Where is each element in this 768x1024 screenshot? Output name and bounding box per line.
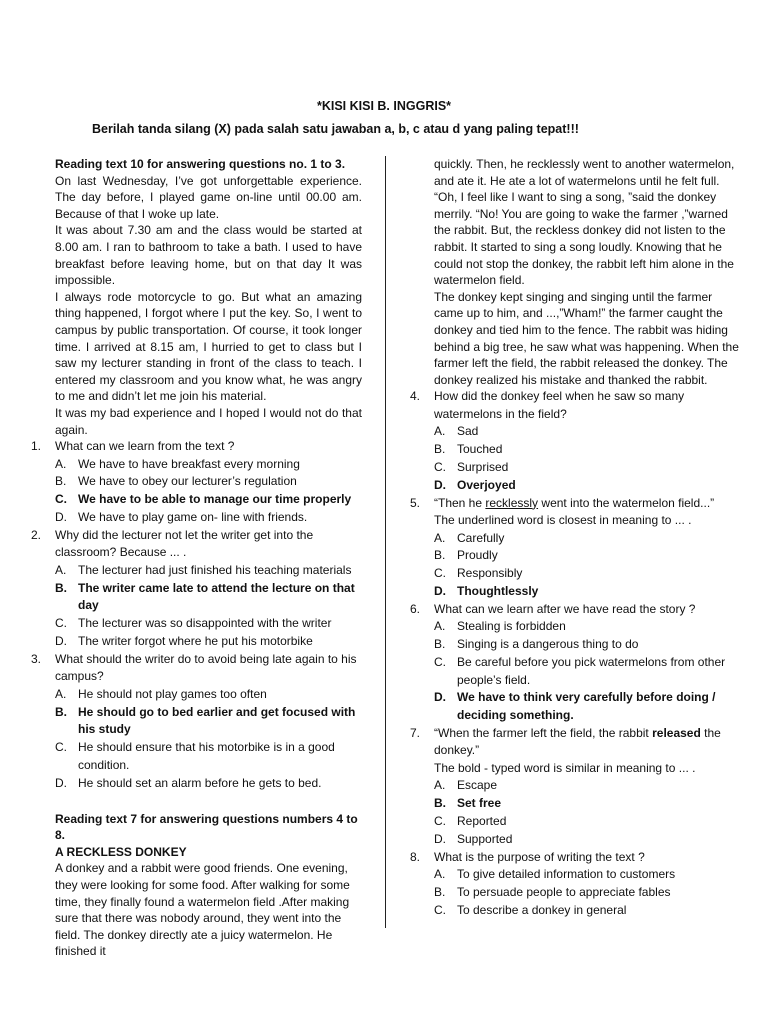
section2-heading: Reading text 7 for answering questions numbers 4 to 8.: [55, 811, 358, 843]
question-text-after: the donkey.”: [434, 725, 721, 758]
option-text: To describe a donkey in general: [457, 902, 627, 917]
option-letter: C.: [434, 902, 446, 917]
option-b[interactable]: [434, 636, 740, 654]
option-text: Escape: [457, 778, 498, 793]
option-letter: A.: [434, 778, 446, 793]
column-divider: [385, 156, 386, 928]
question-5-line2: The underlined word is closest in meaning to ... .: [434, 513, 692, 527]
option-c[interactable]: [434, 459, 740, 477]
option-a[interactable]: [434, 530, 740, 548]
option-c-answer[interactable]: [55, 491, 362, 509]
option-letter: D.: [55, 509, 67, 524]
question-2: [31, 527, 362, 562]
question-text: What can we learn from the text ?: [55, 439, 235, 454]
question-2-options: [55, 562, 362, 651]
option-text: The lecturer had just finished his teaching materials: [78, 562, 352, 577]
option-text: The writer came late to attend the lecture on that day: [78, 580, 355, 613]
option-d-answer[interactable]: [434, 583, 740, 601]
instruction-text: Berilah tanda silang (X) pada salah satu jawaban a, b, c atau d yang paling tepat!!!: [92, 122, 579, 136]
option-text: Set free: [457, 796, 502, 811]
option-text: The writer forgot where he put his motorbike: [78, 633, 313, 648]
question-5-options: [434, 530, 740, 601]
option-a[interactable]: [55, 686, 362, 704]
option-c[interactable]: [434, 813, 740, 831]
option-text: He should not play games too often: [78, 686, 267, 701]
option-d[interactable]: [55, 633, 362, 651]
option-letter: B.: [55, 704, 67, 719]
option-b[interactable]: [434, 441, 740, 459]
option-text: Thoughtlessly: [457, 583, 539, 598]
option-text: To give detailed information to customers: [457, 867, 676, 882]
option-text: Surprised: [457, 459, 509, 474]
option-a[interactable]: [434, 618, 740, 636]
option-a[interactable]: [55, 456, 362, 474]
option-letter: D.: [434, 583, 446, 598]
option-letter: C.: [434, 654, 446, 669]
option-text: We have to have breakfast every morning: [78, 456, 300, 471]
option-letter: C.: [434, 459, 446, 474]
option-text: He should set an alarm before he gets to bed.: [78, 775, 322, 790]
option-text: We have to obey our lecturer’s regulation: [78, 474, 297, 489]
text10-paragraph-2: It was about 7.30 am and the class would be started at 8.00 am. I ran to bathroom to take a bath. I used to have breakfast before leaving home, but on that day It was impossible.: [55, 223, 362, 288]
question-3-options: [55, 686, 362, 793]
question-number: 3.: [31, 651, 42, 666]
question-7-options: [434, 777, 740, 848]
option-text: Carefully: [457, 530, 505, 545]
option-letter: B.: [55, 580, 67, 595]
question-number: 1.: [31, 439, 42, 454]
question-1-options: [55, 456, 362, 527]
question-number: 6.: [410, 601, 421, 616]
option-letter: C.: [55, 492, 67, 507]
option-letter: C.: [55, 616, 67, 631]
option-b-answer[interactable]: [55, 704, 362, 740]
option-d-answer[interactable]: [434, 689, 740, 725]
text10-paragraph-1: On last Wednesday, I’ve got unforgettable experience. The day before, I played game on-line until 00.00 am. Because of that I woke up late.: [55, 173, 362, 221]
option-d-answer[interactable]: [434, 477, 740, 495]
option-text: He should ensure that his motorbike is in a good condition.: [78, 740, 335, 772]
question-3: [31, 651, 362, 686]
text10-paragraph-3: I always rode motorcycle to go. But what an amazing thing happened, I forgot where I put the key. So, I went to campus by public transportation. Of course, it took longer time. I arrived at 8.15 am, I hurried to get to class but I saw my lecturer standing in front of the class to teach. I entered my classroom and you know what, he was angry to me and didn’t let me join his material.: [55, 289, 362, 404]
option-b-answer[interactable]: [55, 580, 362, 616]
option-b[interactable]: [55, 473, 362, 491]
left-column: [31, 156, 362, 960]
question-text-before: “Then he: [434, 495, 486, 510]
option-letter: B.: [434, 884, 446, 899]
option-a[interactable]: [55, 562, 362, 580]
option-c[interactable]: [55, 615, 362, 633]
option-letter: A.: [55, 456, 67, 471]
option-text: He should go to bed earlier and get focused with his study: [78, 704, 356, 737]
option-text: Touched: [457, 442, 503, 457]
option-text: The lecturer was so disappointed with the writer: [78, 616, 332, 631]
option-letter: A.: [434, 619, 446, 634]
option-a[interactable]: [434, 423, 740, 441]
option-b-answer[interactable]: [434, 795, 740, 813]
option-text: Responsibly: [457, 566, 523, 581]
option-letter: D.: [434, 831, 446, 846]
option-c[interactable]: [434, 565, 740, 583]
story-paragraph-right-3: The donkey kept singing and singing until the farmer came up to him, and ...,”Wham!” the farmer caught the donkey and tied him to the fence. The rabbit was hiding behind a big tree, he saw what was happening. When the farmer left the field, the rabbit released the donkey. The donkey realized his mistake and thanked the rabbit.: [434, 289, 739, 387]
question-text: What is the purpose of writing the text ?: [434, 849, 645, 864]
option-letter: B.: [434, 548, 446, 563]
option-text: Proudly: [457, 548, 498, 563]
option-d[interactable]: [55, 509, 362, 527]
question-6-options: [434, 618, 740, 725]
question-text: What can we learn after we have read the story ?: [434, 601, 696, 616]
question-text-after: went into the watermelon field...”: [538, 495, 715, 510]
option-letter: A.: [55, 562, 67, 577]
option-letter: D.: [55, 633, 67, 648]
option-d[interactable]: [434, 831, 740, 849]
option-letter: A.: [434, 867, 446, 882]
question-text: What should the writer do to avoid being late again to his campus?: [55, 651, 357, 684]
question-number: 8.: [410, 849, 421, 864]
option-c[interactable]: [434, 902, 740, 920]
option-letter: C.: [434, 566, 446, 581]
option-letter: B.: [434, 636, 446, 651]
option-text: Reported: [457, 814, 507, 829]
question-number: 4.: [410, 389, 421, 404]
question-4: [410, 388, 740, 423]
option-text: Singing is a dangerous thing to do: [457, 636, 639, 651]
option-text: Stealing is forbidden: [457, 619, 566, 634]
option-c[interactable]: [55, 739, 362, 775]
option-text: To persuade people to appreciate fables: [457, 884, 671, 899]
underlined-word: recklessly: [485, 495, 539, 510]
option-letter: C.: [55, 740, 67, 755]
bold-word: released: [652, 725, 701, 740]
question-7-line2: The bold - typed word is similar in meaning to ... .: [434, 760, 696, 775]
option-a[interactable]: [434, 777, 740, 795]
option-b[interactable]: [434, 884, 740, 902]
question-text: Why did the lecturer not let the writer get into the classroom? Because ... .: [55, 527, 314, 560]
option-text: We have to play game on- line with friends.: [78, 509, 308, 524]
option-letter: D.: [55, 775, 67, 790]
option-text: Be careful before you pick watermelons from other people’s field.: [457, 654, 726, 687]
option-text: We have to think very carefully before doing / deciding something.: [457, 690, 716, 723]
option-letter: B.: [55, 474, 67, 489]
story-title: A RECKLESS DONKEY: [55, 844, 187, 859]
text10-paragraph-4: It was my bad experience and I hoped I would not do that again.: [55, 405, 362, 437]
option-c[interactable]: [434, 654, 740, 690]
question-1: [31, 438, 362, 456]
option-text: Sad: [457, 424, 479, 439]
right-column: [410, 156, 740, 920]
spacer: [55, 793, 362, 811]
option-letter: B.: [434, 442, 446, 457]
question-number: 5.: [410, 495, 421, 510]
option-letter: D.: [434, 690, 446, 705]
question-8-options: [434, 866, 740, 919]
question-text-before: “When the farmer left the field, the rabbit: [434, 725, 653, 740]
story-paragraph-right-1: quickly. Then, he recklessly went to another watermelon, and ate it. He ate a lot of watermelons until he felt full.: [434, 157, 735, 188]
section1-heading: Reading text 10 for answering questions no. 1 to 3.: [55, 157, 346, 171]
option-d[interactable]: [55, 775, 362, 793]
question-7: [410, 725, 740, 760]
question-4-options: [434, 423, 740, 494]
question-text: How did the donkey feel when he saw so many watermelons in the field?: [434, 389, 685, 421]
option-letter: C.: [434, 814, 446, 829]
question-number: 2.: [31, 527, 42, 542]
option-text: Supported: [457, 831, 513, 846]
option-b[interactable]: [434, 547, 740, 565]
story-paragraph-left: A donkey and a rabbit were good friends. One evening, they were looking for some food. After walking for some time, they finally found a watermelon field .After making sure that there was nobody around, they went into the field. The donkey directly ate a juicy watermelon. He finished it: [55, 861, 350, 959]
story-paragraph-right-2: “Oh, I feel like I want to sing a song, ”said the donkey merrily. “No! You are going to wake the farmer ,”warned the rabbit. But, the reckless donkey did not listen to the rabbit. It started to sing a song loudly. Knowing that he could not stop the donkey, the rabbit left him alone in the watermelon field.: [434, 190, 734, 288]
question-number: 7.: [410, 725, 421, 740]
option-letter: D.: [434, 477, 446, 492]
option-letter: A.: [434, 424, 446, 439]
option-a[interactable]: [434, 866, 740, 884]
option-letter: B.: [434, 796, 446, 811]
question-8: [410, 849, 740, 867]
option-letter: A.: [55, 686, 67, 701]
option-text: Overjoyed: [457, 477, 516, 492]
question-5: [410, 495, 740, 513]
option-letter: A.: [434, 530, 446, 545]
question-6: [410, 601, 740, 619]
page-title: *KISI KISI B. INGGRIS*: [316, 99, 452, 113]
option-text: We have to be able to manage our time properly: [78, 492, 352, 507]
